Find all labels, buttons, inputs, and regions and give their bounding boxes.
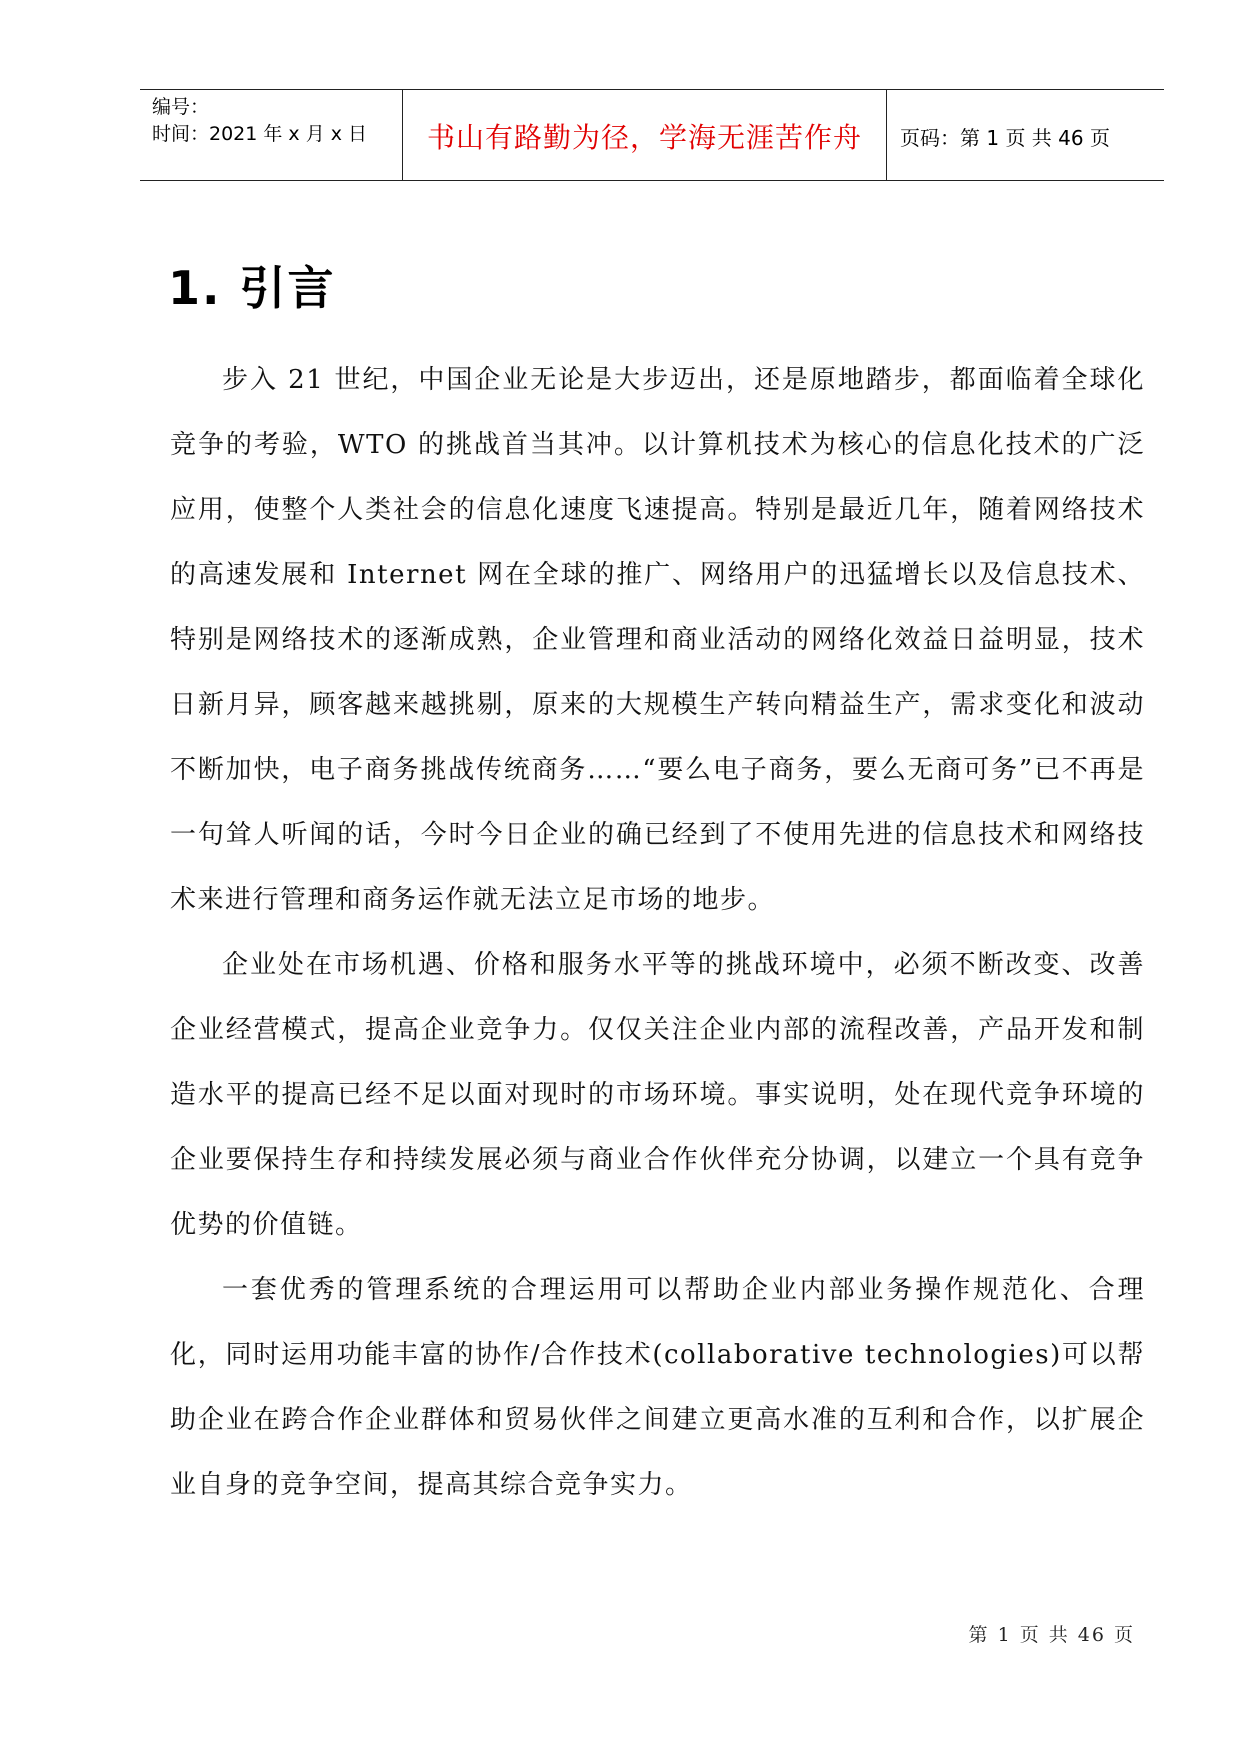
document-number-label: 编号： [152,96,210,118]
document-time-label: 时间：2021 年 x 月 x 日 [152,123,368,145]
header-meta [152,94,402,148]
header-motto: 书山有路勤为径，学海无涯苦作舟 [426,121,862,154]
page-footer: 第 1 页 共 46 页 [968,1624,1135,1646]
section-body [170,348,1145,1518]
header-divider-right [886,90,887,180]
paragraph: 一套优秀的管理系统的合理运用可以帮助企业内部业务操作规范化、合理化，同时运用功能丰富的协作/合作技术(collaborative technologies)可以帮助企业在跨合作企业群体和贸易伙伴之间建立更高水准的互利和合作，以扩展企业自身的竞争空间，提高其综合竞争实力。 [170,1275,1145,1500]
section-title: 1. 引言 [168,261,336,315]
document-header [140,89,1164,181]
header-page-info: 页码：第 1 页 共 46 页 [900,126,1110,150]
paragraph: 步入 21 世纪，中国企业无论是大步迈出，还是原地踏步，都面临着全球化竞争的考验，WTO 的挑战首当其冲。以计算机技术为核心的信息化技术的广泛应用，使整个人类社会的信息化速度飞速提高。特别是最近几年，随着网络技术的高速发展和 Internet 网在全球的推广、网络用户的迅猛增长以及信息技术、特别是网络技术的逐渐成熟，企业管理和商业活动的网络化效益日益明显，技术日新月异，顾客越来越挑剔，原来的大规模生产转向精益生产，需求变化和波动不断加快，电子商务挑战传统商务……“要么电子商务，要么无商可务”已不再是一句耸人听闻的话，今时今日企业的确已经到了不使用先进的信息技术和网络技术来进行管理和商务运作就无法立足市场的地步。 [170,365,1145,915]
paragraph: 企业处在市场机遇、价格和服务水平等的挑战环境中，必须不断改变、改善企业经营模式，提高企业竞争力。仅仅关注企业内部的流程改善，产品开发和制造水平的提高已经不足以面对现时的市场环境。事实说明，处在现代竞争环境的企业要保持生存和持续发展必须与商业合作伙伴充分协调，以建立一个具有竞争优势的价值链。 [170,950,1145,1240]
